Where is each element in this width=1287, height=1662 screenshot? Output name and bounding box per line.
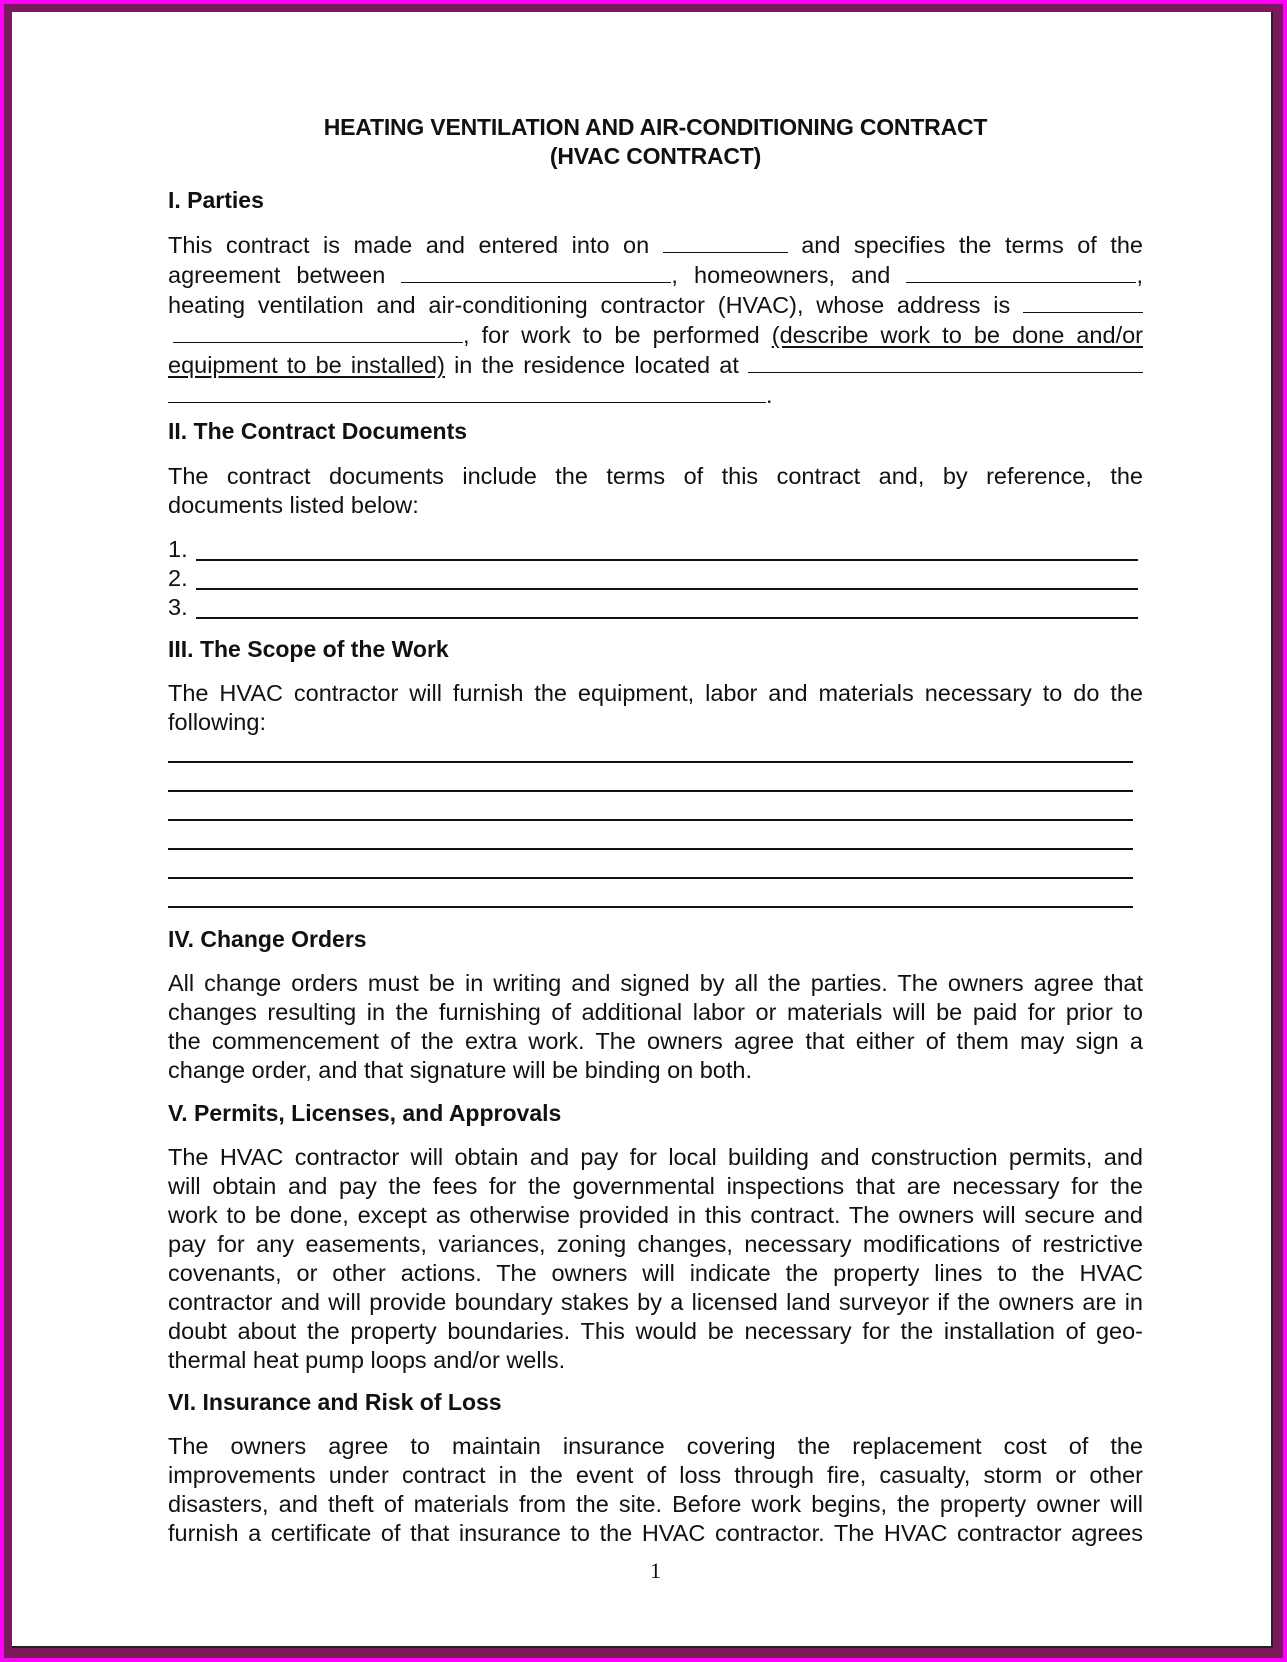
scope-blank-line[interactable] (168, 877, 1133, 879)
document-page (12, 12, 1273, 1648)
document-item-1[interactable]: 1. (168, 535, 1138, 564)
parties-paragraph (168, 230, 1143, 410)
insurance-paragraph: The owners agree to maintain insurance covering the replacement cost of the improvements under contract in the event of loss through fire, casualty, storm or other disasters, and theft of materials from the site. Before work begins, the property owner will furnish a certificate of that insurance to the HVAC contractor. The HVAC contractor agrees (168, 1433, 1143, 1546)
address-blank-2[interactable] (173, 320, 463, 343)
section-heading-change-orders: IV. Change Orders (168, 926, 367, 952)
scope-blank-line[interactable] (168, 790, 1133, 792)
document-item-2[interactable]: 2. (168, 564, 1138, 593)
section-heading-permits: V. Permits, Licenses, and Approvals (168, 1100, 562, 1126)
residence-blank-1[interactable] (748, 350, 1143, 373)
document-title: HEATING VENTILATION AND AIR-CONDITIONING CONTRACT (323, 114, 988, 140)
scope-blank-line[interactable] (168, 848, 1133, 850)
page-frame (4, 4, 1283, 1658)
section-heading-insurance: VI. Insurance and Risk of Loss (168, 1389, 502, 1415)
date-blank[interactable] (663, 230, 788, 253)
document-item-3[interactable]: 3. (168, 593, 1138, 622)
section-heading-scope: III. The Scope of the Work (168, 636, 449, 662)
parties-line-1: This contract is made and entered into on and specifies the terms of the (168, 232, 1144, 258)
scope-blank-line[interactable] (168, 761, 1133, 763)
scope-paragraph: The HVAC contractor will furnish the equipment, labor and materials necessary to do the following: (168, 680, 1143, 735)
document-subtitle: (HVAC CONTRACT) (549, 143, 762, 169)
homeowners-blank[interactable] (401, 260, 671, 283)
contractor-blank[interactable] (906, 260, 1136, 283)
parties-line-6: . (168, 380, 1143, 410)
parties-line-3: heating ventilation and air-conditioning contractor (HVAC), whose address is (168, 290, 1143, 320)
address-blank-1[interactable] (1023, 290, 1143, 313)
permits-paragraph: The HVAC contractor will obtain and pay for local building and construction permits, and will obtain and pay the fees for the governmental inspections that are necessary for the work to be done, except as otherwise provided in this contract. The owners will secure and pay for any easements, variances, zoning changes, necessary modifications of restrictive covenants, or other actions. The owners will indicate the property lines to the HVAC contractor and will provide boundary stakes by a licensed land surveyor if the owners are in doubt about the property boundaries. This would be necessary for the installation of geo- thermal heat pump loops and/or wells. (168, 1144, 1143, 1373)
scope-blank-line[interactable] (168, 819, 1133, 821)
section-heading-contract-documents: II. The Contract Documents (168, 418, 468, 444)
residence-blank-2[interactable] (168, 380, 766, 403)
section-heading-parties: I. Parties (168, 187, 264, 213)
page-number: 1 (650, 1558, 661, 1583)
documents-paragraph: The contract documents include the terms of this contract and, by reference, the documents listed below: (168, 463, 1143, 518)
parties-line-4: , for work to be performed (describe work to be done and/or (168, 320, 1143, 350)
change-orders-paragraph: All change orders must be in writing and signed by all the parties. The owners agree that changes resulting in the furnishing of additional labor or materials will be paid for prior to the commencement of the extra work. The owners agree that either of them may sign a change order, and that signature will be binding on both. (168, 970, 1143, 1083)
parties-line-5: equipment to be installed) in the residence located at (168, 350, 1143, 380)
parties-line-2: agreement between , homeowners, and , (168, 262, 1143, 288)
scope-blank-line[interactable] (168, 906, 1133, 908)
